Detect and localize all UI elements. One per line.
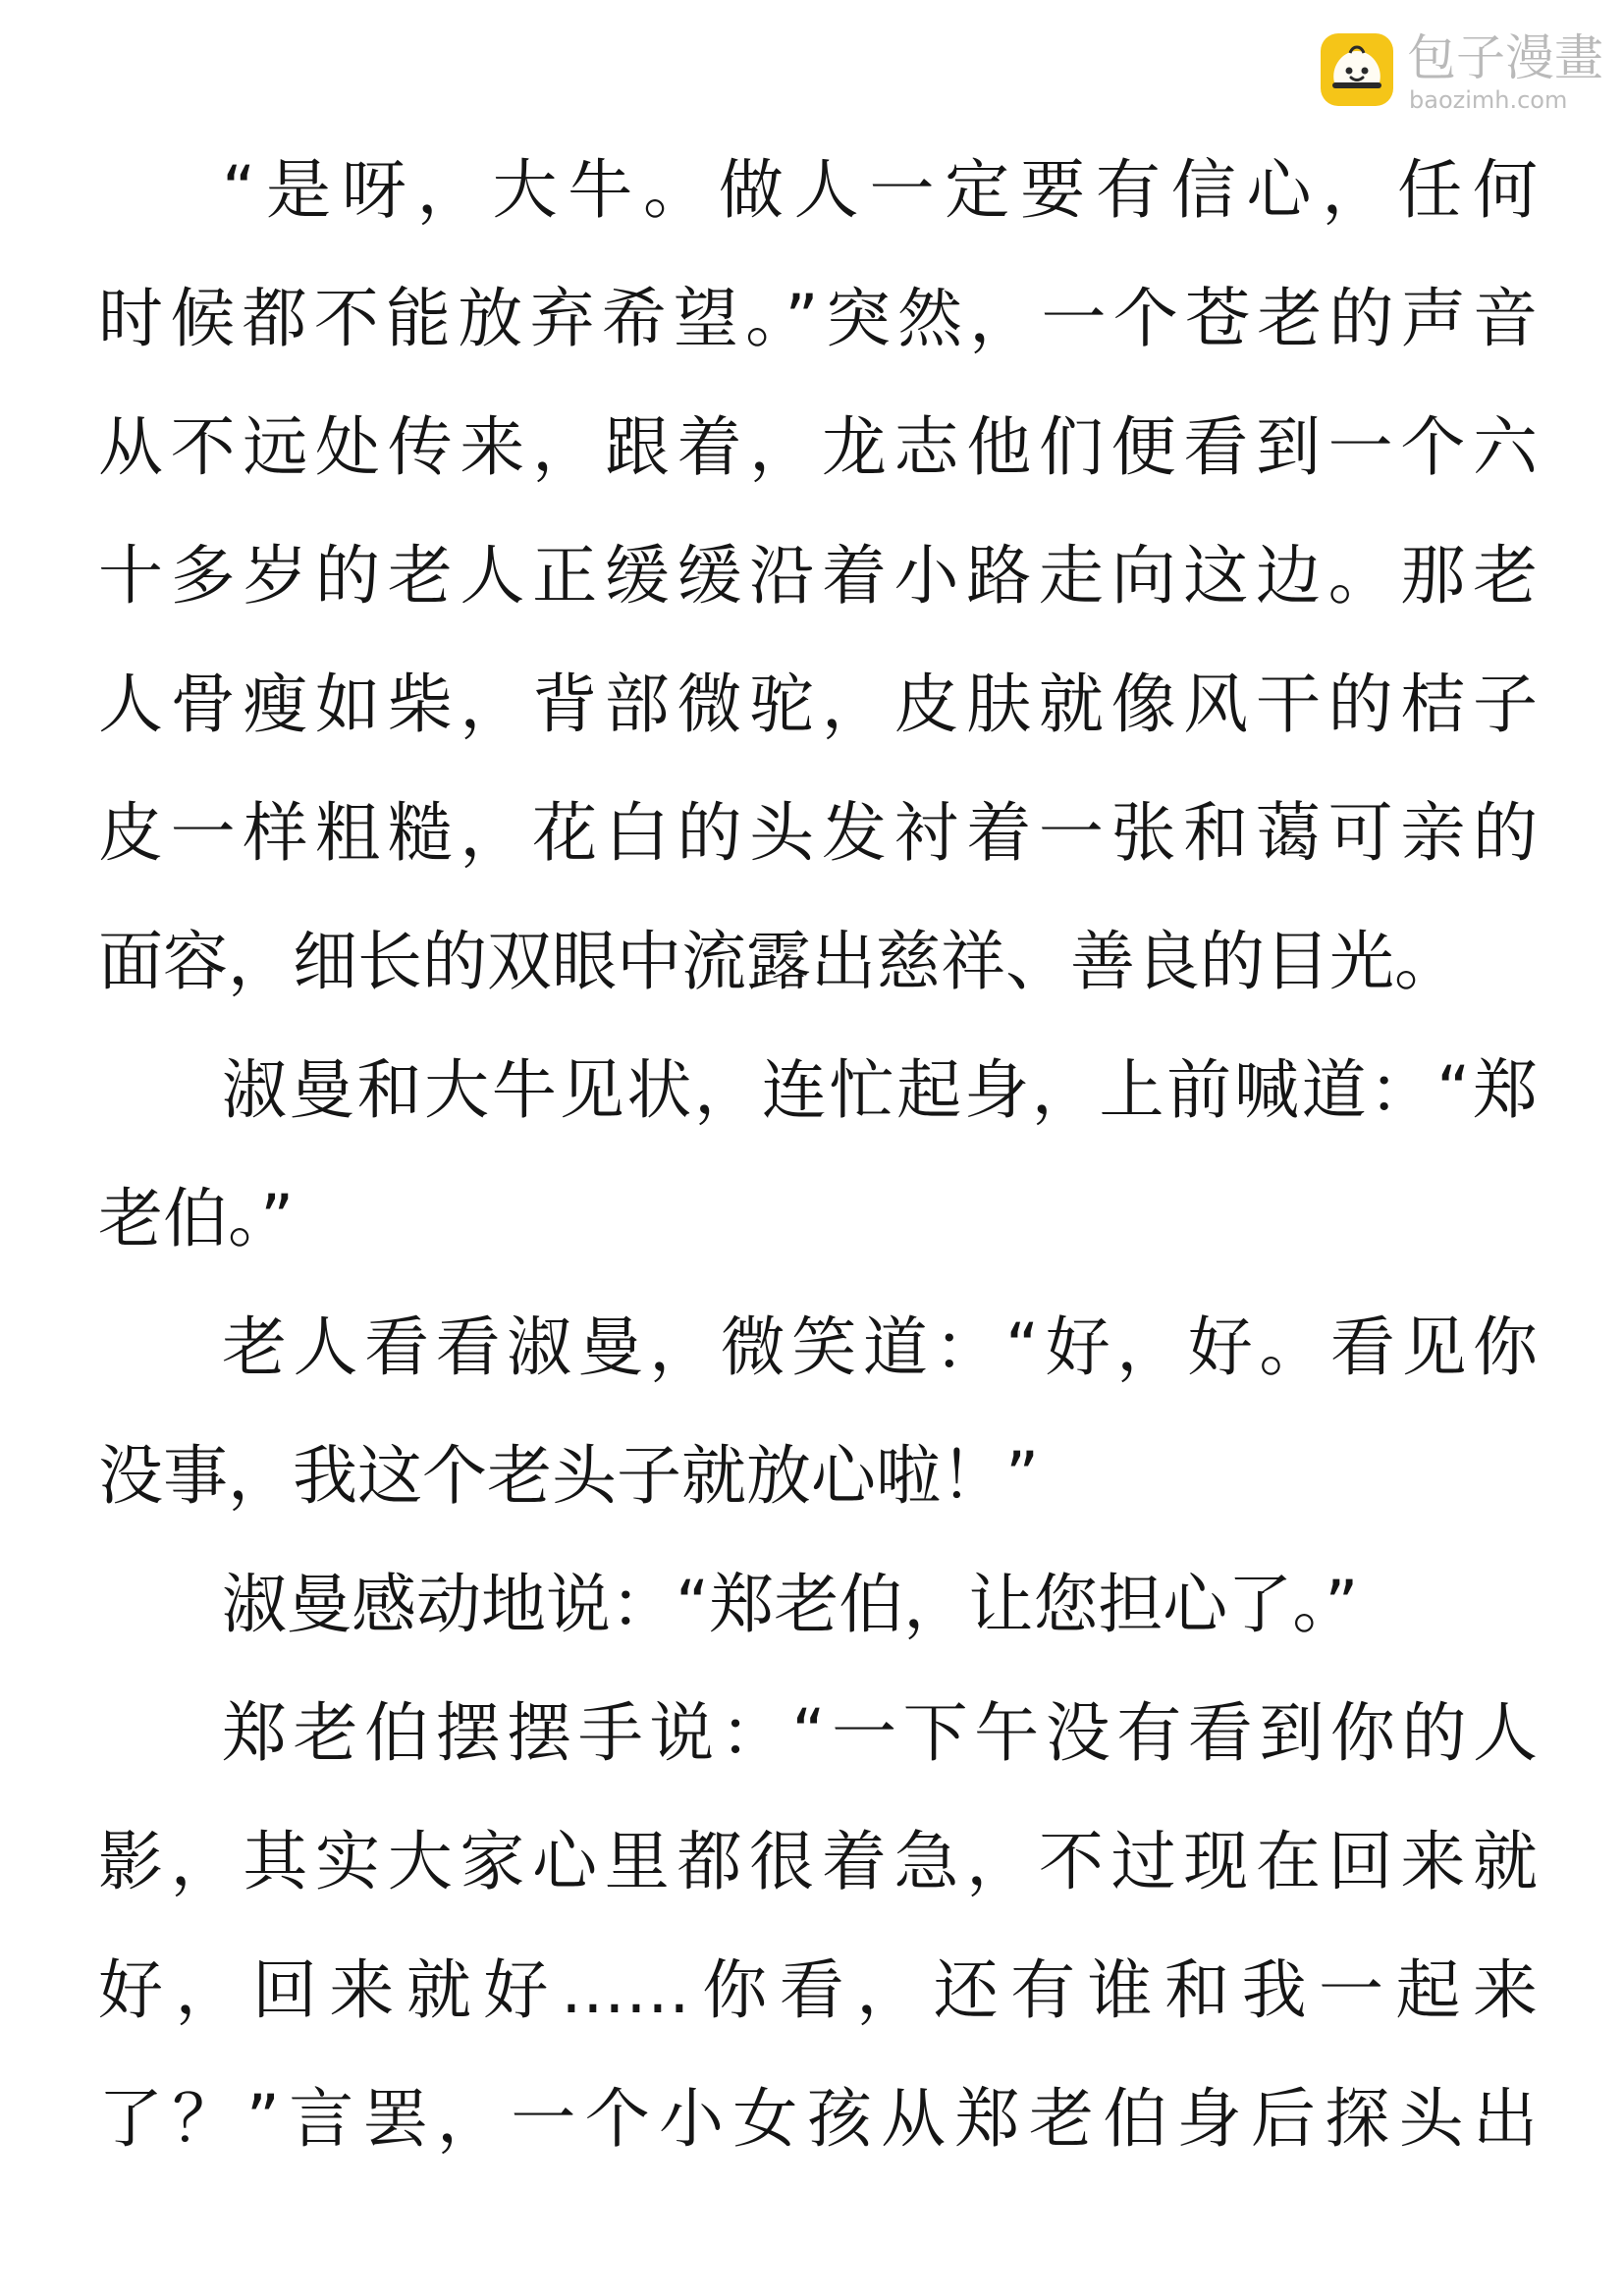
text-line: 淑曼感动地说：“郑老伯，让您担心了。” [222, 1567, 1359, 1642]
text-line: 没事，我这个老头子就放心啦！” [98, 1438, 1040, 1514]
text-line: 从不远处传来，跟着，龙志他们便看到一个六 [98, 409, 1538, 485]
text-line: 了？”言罢，一个小女孩从郑老伯身后探头出 [98, 2081, 1538, 2157]
text-line: 好，回来就好……你看，还有谁和我一起来 [98, 1952, 1538, 2028]
text-line: 面容，细长的双眼中流露出慈祥、善良的目光。 [98, 924, 1459, 999]
text-line: 老伯。” [98, 1181, 295, 1256]
text-line: 影，其实大家心里都很着急，不过现在回来就 [98, 1824, 1538, 1899]
text-line: 老人看看淑曼，微笑道：“好，好。看见你 [222, 1309, 1538, 1385]
text-line: 十多岁的老人正缓缓沿着小路走向这边。那老 [98, 538, 1538, 614]
watermark-title: 包子漫畫 [1407, 29, 1603, 86]
text-line: 时候都不能放弃希望。”突然，一个苍老的声音 [98, 281, 1538, 356]
text-line: 人骨瘦如柴，背部微驼，皮肤就像风干的桔子 [98, 667, 1538, 742]
text-line: 淑曼和大牛见状，连忙起身，上前喊道：“郑 [222, 1052, 1538, 1128]
watermark [1321, 29, 1615, 118]
watermark-url: baozimh.com [1409, 86, 1568, 114]
body-text [98, 126, 1538, 2183]
text-line: 郑老伯摆摆手说：“一下午没有看到你的人 [222, 1695, 1538, 1771]
steamed-bun-icon [1321, 33, 1393, 106]
text-line: 皮一样粗糙，花白的头发衬着一张和蔼可亲的 [98, 795, 1538, 871]
text-line: “是呀，大牛。做人一定要有信心，任何 [222, 152, 1538, 228]
